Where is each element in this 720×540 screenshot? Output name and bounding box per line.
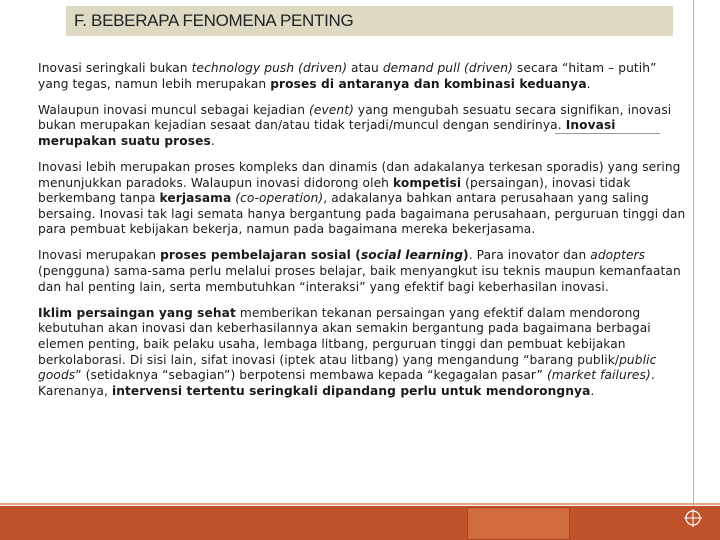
- paragraph-4: [38, 248, 690, 295]
- text-run: .: [586, 76, 591, 91]
- text-run: (market failures): [546, 368, 651, 383]
- text-run: (co-operation): [235, 191, 324, 206]
- text-run: kompetisi: [392, 175, 462, 190]
- text-run: public goods: [38, 352, 657, 383]
- divider-line: [555, 133, 660, 134]
- text-run: (persaingan), inovasi tidak berkembang tanpa: [38, 175, 631, 206]
- text-run: adopters: [590, 248, 646, 263]
- vertical-guide-line: [693, 0, 694, 540]
- text-run: technology push (driven): [191, 61, 348, 75]
- paragraph-5: [38, 306, 690, 400]
- slide-body: [38, 61, 690, 410]
- text-run: Inovasi seringkali bukan: [38, 61, 192, 75]
- text-run: Walaupun inovasi muncul sebagai kejadian: [38, 102, 310, 117]
- text-run: atau: [347, 61, 383, 75]
- text-run: secara “hitam – putih” yang tegas, namun lebih merupakan: [38, 61, 657, 91]
- footer-accent-line: [0, 503, 720, 505]
- text-run: , adakalanya bahkan antara perusahaan yang saling bersaing. Inovasi tak lagi semata hanya bergantung pada bagaimana perusahaan, perguruan tinggi dan para pembuat kebijakan bekerja, namun pada bagaimana mereka bekerjasama.: [38, 191, 686, 237]
- slide-title: F. BEBERAPA FENOMENA PENTING: [74, 11, 354, 30]
- footer-band: [0, 506, 720, 540]
- text-run: (pengguna) sama-sama perlu melalui proses belajar, baik menyangkut isu teknis maupun kemanfaatan dan hal penting lain, serta membutuhkan “interaksi” yang efektif bagi keberhasilan inovasi.: [38, 264, 681, 294]
- text-run: yang mengubah sesuatu secara signifikan, inovasi bukan merupakan kejadian sesaat dan/atau tidak terjadi/muncul dengan sendirinya.: [38, 102, 672, 133]
- text-run: kerjasama: [159, 191, 232, 206]
- paragraph-3: [38, 160, 690, 238]
- text-run: .: [590, 383, 595, 398]
- text-run: Inovasi merupakan suatu proses: [38, 118, 616, 148]
- text-run: proses di antaranya dan kombinasi keduanya: [270, 76, 587, 91]
- slide-title-bar: [66, 6, 673, 36]
- text-run: intervensi tertentu seringkali dipandang perlu untuk mendorongnya: [111, 383, 591, 398]
- text-run: [361, 248, 463, 262]
- text-run: memberikan tekanan persaingan yang efektif dalam mendorong kebutuhan akan inovasi dan keberhasilannya akan semakin bergantung pada bagaimana berbagai elemen penting, baik pelaku usaha, lembaga litbang, perguruan tinggi dan pembuat kebijakan berkolaborasi. Di sisi lain, sifat inovasi (iptek atau litbang) yang mengandung “barang publik/: [38, 305, 651, 367]
- text-run: .: [210, 133, 215, 148]
- text-run: ): [463, 248, 469, 263]
- text-run: (event): [309, 102, 354, 117]
- footer-block: [467, 507, 570, 540]
- text-run: . Karenanya,: [38, 368, 655, 398]
- text-run: . Para inovator dan: [468, 248, 591, 263]
- paragraph-1: [38, 61, 690, 92]
- text-run: social learning: [360, 248, 464, 263]
- text-run: Inovasi lebih merupakan proses kompleks dan dinamis (dan adakalanya terkesan sporadis) yang sering menunjukkan paradoks. Walaupun inovasi didorong oleh: [38, 159, 681, 190]
- text-run: demand pull (driven): [382, 61, 513, 75]
- paragraph-2: [38, 103, 690, 150]
- text-run: proses pembelajaran sosial (: [160, 248, 361, 263]
- text-run: ” (setidaknya “sebagian”) berpotensi membawa kepada “kegagalan pasar”: [75, 368, 547, 383]
- text-run: Iklim persaingan yang sehat: [38, 305, 236, 320]
- crosshair-icon: [684, 509, 702, 527]
- text-run: Inovasi merupakan: [38, 248, 161, 263]
